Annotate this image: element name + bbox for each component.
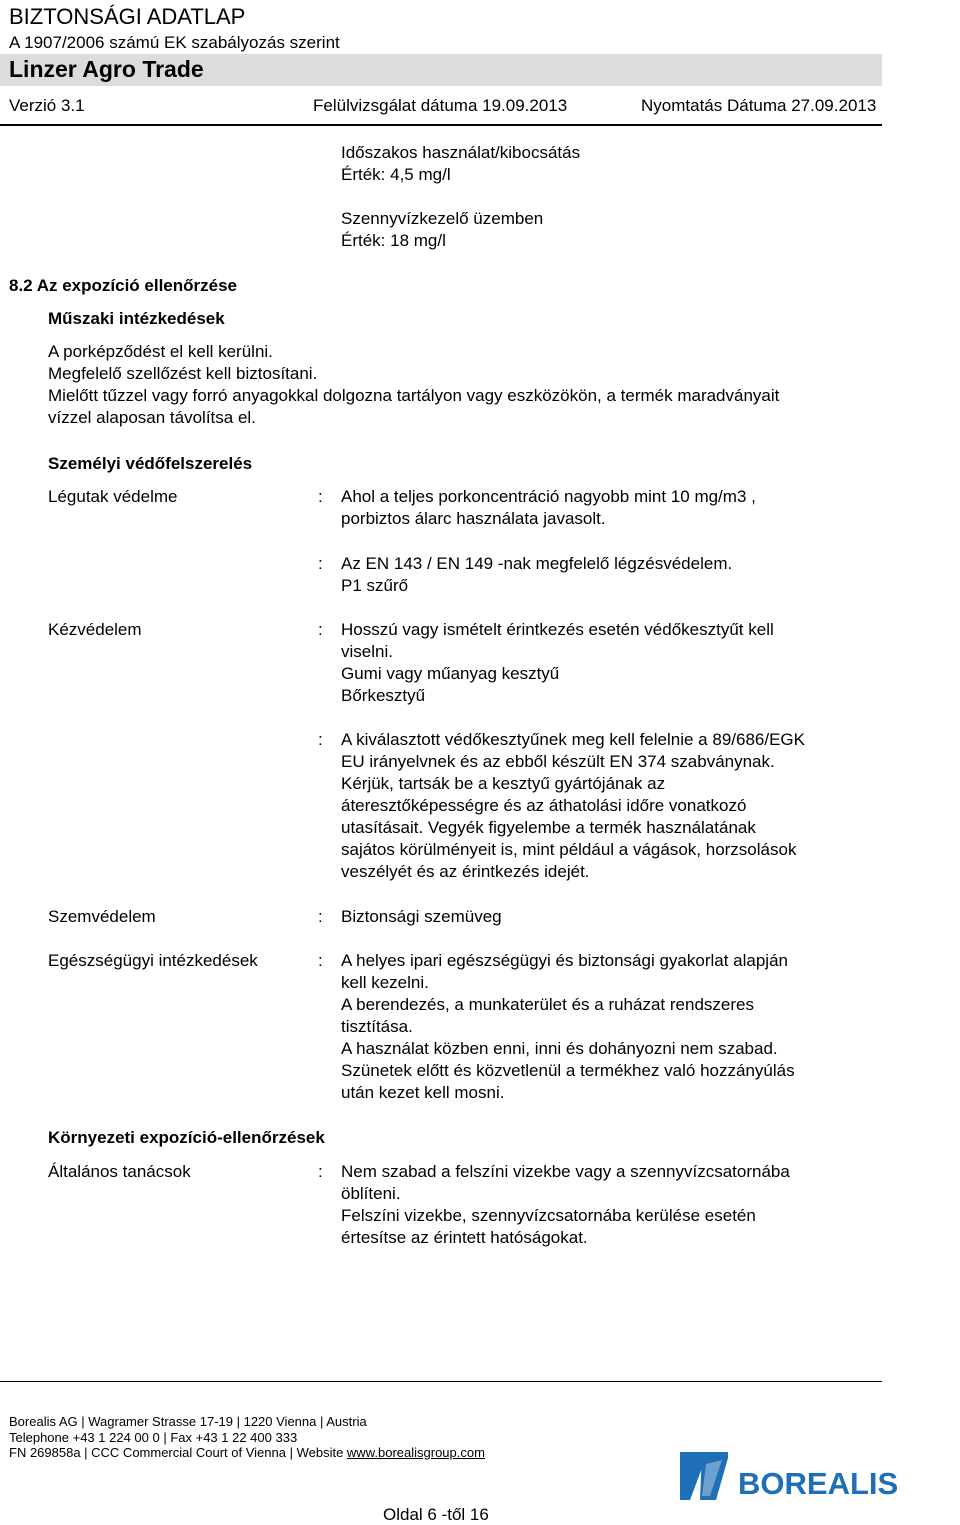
section-heading: 8.2 Az expozíció ellenőrzése — [9, 276, 238, 295]
revision-date: Felülvizsgálat dátuma 19.09.2013 — [313, 96, 568, 115]
footer-registration: FN 269858a | CCC Commercial Court of Vienna | Website www.borealisgroup.com — [9, 1445, 485, 1460]
pnec-label-stp: Szennyvízkezelő üzemben — [341, 209, 544, 228]
colon: : — [318, 907, 323, 926]
logo-text: BOREALIS — [738, 1466, 899, 1500]
hand-protection-label: Kézvédelem — [48, 620, 142, 639]
general-advice-value: Nem szabad a felszíni vizekbe vagy a szennyvízcsatornába öblíteni. Felszíni vizekbe, szennyvízcsatornába kerülése esetén értesítse az érintett hatóságokat. — [341, 1162, 790, 1247]
website-link[interactable]: www.borealisgroup.com — [346, 1445, 485, 1460]
respiratory-standard-value: Az EN 143 / EN 149 -nak megfelelő légzésvédelem. P1 szűrő — [341, 554, 733, 595]
version-label: Verzió 3.1 — [9, 96, 85, 115]
env-heading: Környezeti expozíció-ellenőrzések — [48, 1128, 325, 1147]
respiratory-value: Ahol a teljes porkoncentráció nagyobb mint 10 mg/m3 , porbiztos álarc használata javasolt. — [341, 487, 756, 528]
colon: : — [318, 620, 323, 639]
pnec-label-intermittent: Időszakos használat/kibocsátás — [341, 143, 581, 162]
footer-divider — [0, 1381, 882, 1382]
eye-protection-value: Biztonsági szemüveg — [341, 907, 502, 926]
hygiene-label: Egészségügyi intézkedések — [48, 951, 258, 970]
tech-line: vízzel alaposan távolítsa el. — [48, 408, 256, 427]
glove-standard-value: A kiválasztott védőkesztyűnek meg kell felelnie a 89/686/EGK EU irányelvnek és az ebből készült EN 374 szabványnak. Kérjük, tartsák be a kesztyű gyártójának az áteresztőképességre és az áthatolási időre vonatkozó utasításait. Vegyék figyelembe a termék használatának sajátos körülményeit is, mint például a vágások, horzsolások veszélyét és az érintkezés idejét. — [341, 730, 805, 881]
pnec-value-stp: Érték: 18 mg/l — [341, 231, 446, 250]
hand-protection-value: Hosszú vagy ismételt érintkezés esetén védőkesztyűt kell viselni. Gumi vagy műanyag kesztyű Bőrkesztyű — [341, 620, 774, 705]
tech-line: Megfelelő szellőzést kell biztosítani. — [48, 364, 318, 383]
ppe-heading: Személyi védőfelszerelés — [48, 454, 253, 473]
hygiene-value: A helyes ipari egészségügyi és biztonsági gyakorlat alapján kell kezelni. A berendezés, a munkaterület és a ruházat rendszeres tisztítása. A használat közben enni, inni és dohányozni nem szabad. Szünetek előtt és közvetlenül a termékhez való hozzányúlás után kezet kell mosni. — [341, 951, 795, 1102]
tech-line: Mielőtt tűzzel vagy forró anyagokkal dolgozna tartályon vagy eszközökön, a termék maradványait — [48, 386, 780, 405]
regulation-subtitle: A 1907/2006 számú EK szabályozás szerint — [9, 33, 340, 52]
page-number: Oldal 6 -től 16 — [383, 1505, 489, 1524]
tech-measures-heading: Műszaki intézkedések — [48, 309, 225, 328]
document-title: BIZTONSÁGI ADATLAP — [9, 4, 246, 29]
pnec-value-intermittent: Érték: 4,5 mg/l — [341, 165, 451, 184]
footer-contact: Telephone +43 1 224 00 0 | Fax +43 1 22 400 333 — [9, 1430, 298, 1445]
tech-line: A porképződést el kell kerülni. — [48, 342, 273, 361]
colon: : — [318, 554, 323, 573]
respiratory-label: Légutak védelme — [48, 487, 178, 506]
borealis-logo — [680, 1452, 956, 1505]
company-name: Linzer Agro Trade — [9, 56, 204, 82]
footer-address: Borealis AG | Wagramer Strasse 17-19 | 1220 Vienna | Austria — [9, 1414, 367, 1429]
colon: : — [318, 951, 323, 970]
eye-protection-label: Szemvédelem — [48, 907, 156, 926]
colon: : — [318, 487, 323, 506]
general-advice-label: Általános tanácsok — [48, 1162, 191, 1181]
colon: : — [318, 1162, 323, 1181]
colon: : — [318, 730, 323, 749]
print-date: Nyomtatás Dátuma 27.09.2013 — [641, 96, 877, 115]
header-divider — [0, 124, 882, 126]
